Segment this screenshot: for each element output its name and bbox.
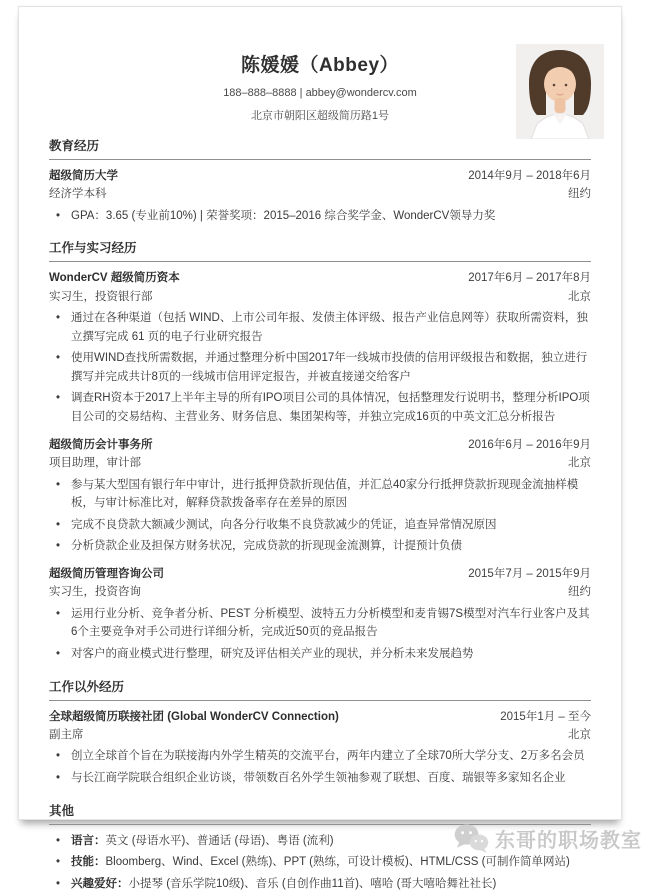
bullet-text: 小提琴 (音乐学院10级)、音乐 (自创作曲11首)、嘻哈 (哥大嘻哈舞社社长)	[128, 877, 497, 890]
location: 纽约	[568, 188, 591, 201]
location: 北京	[568, 729, 591, 742]
bullet-list	[49, 309, 591, 427]
bullet-text: 参与某大型国有银行年中审计，进行抵押贷款折现估值，并汇总40家分行抵押贷款折现现金流抽样模板，与审计标准比对，解释贷款拨备率存在差异的原因	[71, 478, 579, 510]
bullet-text: 完成不良贷款大额减少测试，向各分行收集不良贷款减少的凭证，追查异常情况原因	[71, 518, 497, 531]
entry-head-row	[49, 708, 591, 726]
bullet-text: 调查RH资本于2017上半年主导的所有IPO项目公司的具体情况，包括整理发行说明书，整理分析IPO项目公司的交易结构、主营业务、财务信息、集团架构等，并独立完成16页的中英文汇总分析报告	[71, 392, 590, 424]
bullet-list	[49, 207, 591, 226]
bullet-item	[49, 537, 591, 556]
date-range: 2015年7月 – 2015年9月	[468, 568, 591, 581]
resume-header	[49, 55, 591, 123]
bullet-text: 对客户的商业模式进行整理，研究及评估相关产业的现状，并分析未来发展趋势	[71, 648, 474, 661]
bullet-item	[49, 769, 591, 788]
entry-sub-row	[49, 583, 591, 601]
chat-bubbles-icon	[453, 823, 489, 853]
date-range: 2016年6月 – 2016年9月	[468, 438, 591, 451]
bullet-text: 英文 (母语水平)、普通话 (母语)、粤语 (流利)	[105, 834, 334, 847]
experience-entry	[49, 436, 591, 556]
entry-sub-row	[49, 288, 591, 306]
role-title: 经济学本科	[49, 188, 107, 201]
address-line: 北京市朝阳区超级简历路1号	[250, 109, 390, 122]
bullet-text: 与长江商学院联合组织企业访谈，带领数百名外学生领袖参观了联想、百度、瑞银等多家知名企业	[71, 772, 566, 785]
sections-host	[49, 136, 591, 894]
section-entries	[49, 708, 591, 788]
entry-head-row	[49, 167, 591, 185]
bullet-list	[49, 476, 591, 557]
bullet-item	[49, 605, 591, 642]
section-title: 工作以外经历	[49, 677, 591, 701]
watermark-text: 东哥的职场教室	[495, 829, 642, 852]
bullet-item	[49, 875, 591, 894]
section-title: 其他	[49, 801, 591, 825]
bullet-text: Bloomberg、Wind、Excel (熟练)、PPT (熟练，可设计模板)、HTML/CSS (可制作简单网站)	[105, 856, 570, 869]
entry-head-row	[49, 565, 591, 583]
bullet-item	[49, 207, 591, 226]
section-entries	[49, 269, 591, 663]
entry-sub-row	[49, 454, 591, 472]
bullet-item	[49, 309, 591, 346]
role-title: 副主席	[49, 729, 84, 742]
bullet-text: 使用WIND查找所需数据，并通过整理分析中国2017年一线城市投债的信用评级报告和数据，独立进行撰写并完成共计8页的一线城市信用评定报告，并被直接递交给客户	[71, 352, 588, 383]
resume-section	[49, 136, 591, 225]
bullet-item	[49, 853, 591, 872]
resume-section	[49, 677, 591, 788]
bullet-item	[49, 349, 591, 386]
bullet-item	[49, 476, 591, 513]
entry-head-row	[49, 269, 591, 287]
bullet-list	[49, 605, 591, 664]
organization-name: 超级简历管理咨询公司	[49, 568, 164, 581]
experience-entry	[49, 565, 591, 664]
organization-name: 超级简历大学	[49, 169, 118, 182]
bullet-label: 技能：	[71, 856, 106, 869]
location: 北京	[568, 457, 591, 470]
section-title: 工作与实习经历	[49, 238, 591, 262]
resume-section	[49, 238, 591, 663]
entry-sub-row	[49, 726, 591, 744]
entry-head-row	[49, 436, 591, 454]
section-title: 教育经历	[49, 136, 591, 160]
role-title: 项目助理，审计部	[49, 457, 141, 470]
role-title: 实习生，投资咨询	[49, 586, 141, 599]
experience-entry	[49, 167, 591, 225]
candidate-name: 陈媛媛（Abbey）	[240, 55, 400, 76]
organization-name: 超级简历会计事务所	[49, 438, 153, 451]
contact-line: 188–888–8888 | abbey@wondercv.com	[223, 86, 417, 99]
bullet-text: 创立全球首个旨在为联接海内外学生精英的交流平台，两年内建立了全球70所大学分支、2万多名会员	[71, 750, 585, 763]
bullet-item	[49, 389, 591, 426]
watermark	[453, 823, 642, 853]
bullet-text: GPA：3.65 (专业前10%) | 荣誉奖项：2015–2016 综合奖学金、WonderCV领导力奖	[71, 209, 496, 222]
bullet-text: 通过在各种渠道（包括 WIND、上市公司年报、发债主体评级、报告产业信息网等）获取所需资料，独立撰写完成 61 页的电子行业研究报告	[71, 311, 588, 343]
role-title: 实习生，投资银行部	[49, 290, 153, 303]
organization-name: WonderCV 超级简历资本	[49, 272, 180, 285]
section-entries	[49, 167, 591, 225]
bullet-item	[49, 645, 591, 664]
date-range: 2015年1月 – 至今	[500, 710, 591, 723]
bullet-item	[49, 516, 591, 535]
experience-entry	[49, 269, 591, 427]
bullet-text: 运用行业分析、竞争者分析、PEST 分析模型、波特五力分析模型和麦肯锡7S模型对汽车行业客户及其6个主要竞争对手公司进行详细分析，完成近50页的竞品报告	[71, 607, 590, 639]
bullet-list	[49, 747, 591, 787]
bullet-item	[49, 747, 591, 766]
profile-photo	[516, 44, 604, 139]
bullet-label: 语言：	[71, 834, 106, 847]
experience-entry	[49, 708, 591, 788]
location: 北京	[568, 290, 591, 303]
location: 纽约	[568, 586, 591, 599]
bullet-text: 分析贷款企业及担保方财务状况，完成贷款的折现现金流测算，计提预计负债	[71, 540, 462, 553]
bullet-label: 兴趣爱好：	[71, 877, 129, 890]
date-range: 2014年9月 – 2018年6月	[468, 169, 591, 182]
date-range: 2017年6月 – 2017年8月	[468, 272, 591, 285]
organization-name: 全球超级简历联接社团 (Global WonderCV Connection)	[49, 710, 339, 723]
entry-sub-row	[49, 185, 591, 203]
